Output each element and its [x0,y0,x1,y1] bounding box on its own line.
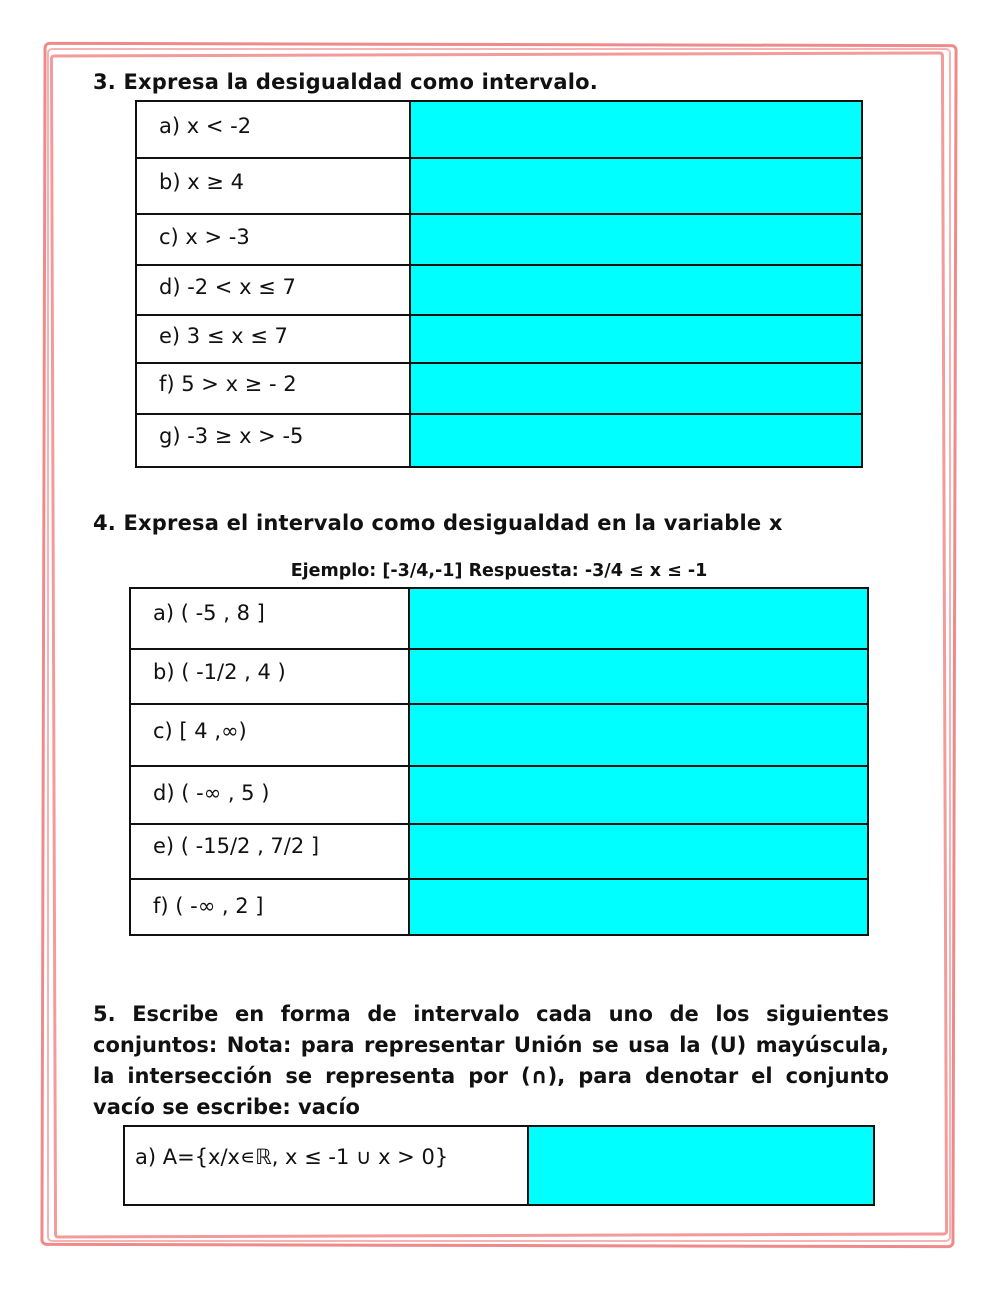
row-label: b) x ≥ 4 [136,158,410,214]
section-4-heading: 4. Expresa el intervalo como desigualdad en la variable x [93,511,783,535]
table-row [130,766,868,824]
answer-field[interactable] [409,824,868,879]
answer-field[interactable] [410,214,862,265]
row-label: e) ( -15/2 , 7/2 ] [130,824,409,879]
row-label: c) x > -3 [136,214,410,265]
row-label: g) -3 ≥ x > -5 [136,414,410,467]
table-row [130,649,868,704]
row-label: f) ( -∞ , 2 ] [130,879,409,935]
table-row [130,824,868,879]
table-row [136,101,862,158]
row-label: a) x < -2 [136,101,410,158]
table-row [130,704,868,766]
answer-field[interactable] [409,588,868,649]
row-label: a) A={x/x∊ℝ, x ≤ -1 ∪ x > 0} [124,1126,528,1205]
row-label: d) -2 < x ≤ 7 [136,265,410,315]
section-5-table [123,1125,875,1206]
answer-field[interactable] [409,766,868,824]
answer-field[interactable] [410,265,862,315]
table-row [136,414,862,467]
section-4-table [129,587,869,936]
answer-field[interactable] [409,704,868,766]
table-row [130,879,868,935]
table-row [130,588,868,649]
section-5-heading: 5. Escribe en forma de intervalo cada uno de los siguientes conjuntos: Nota: para representar Unión se usa la (U) mayúscula, la intersección se representa por (∩), para denotar el conjunto vacío se escribe: vacío [93,1002,889,1119]
answer-field[interactable] [410,363,862,414]
example-text: Ejemplo: [-3/4,-1] Respuesta: -3/4 ≤ x ≤ -1 [290,561,708,581]
section-3-table [135,100,863,468]
answer-field[interactable] [410,158,862,214]
answer-field[interactable] [528,1126,874,1205]
answer-field[interactable] [409,879,868,935]
answer-field[interactable] [410,101,862,158]
section-3-heading: 3. Expresa la desigualdad como intervalo. [93,70,598,94]
row-label: b) ( -1/2 , 4 ) [130,649,409,704]
row-label: c) [ 4 ,∞) [130,704,409,766]
table-row [136,265,862,315]
answer-field[interactable] [410,315,862,363]
row-label: a) ( -5 , 8 ] [130,588,409,649]
table-row [136,315,862,363]
row-label: e) 3 ≤ x ≤ 7 [136,315,410,363]
table-row [136,158,862,214]
table-row [136,363,862,414]
answer-field[interactable] [409,649,868,704]
answer-field[interactable] [410,414,862,467]
row-label: d) ( -∞ , 5 ) [130,766,409,824]
row-label: f) 5 > x ≥ - 2 [136,363,410,414]
table-row [136,214,862,265]
table-row [124,1126,874,1205]
